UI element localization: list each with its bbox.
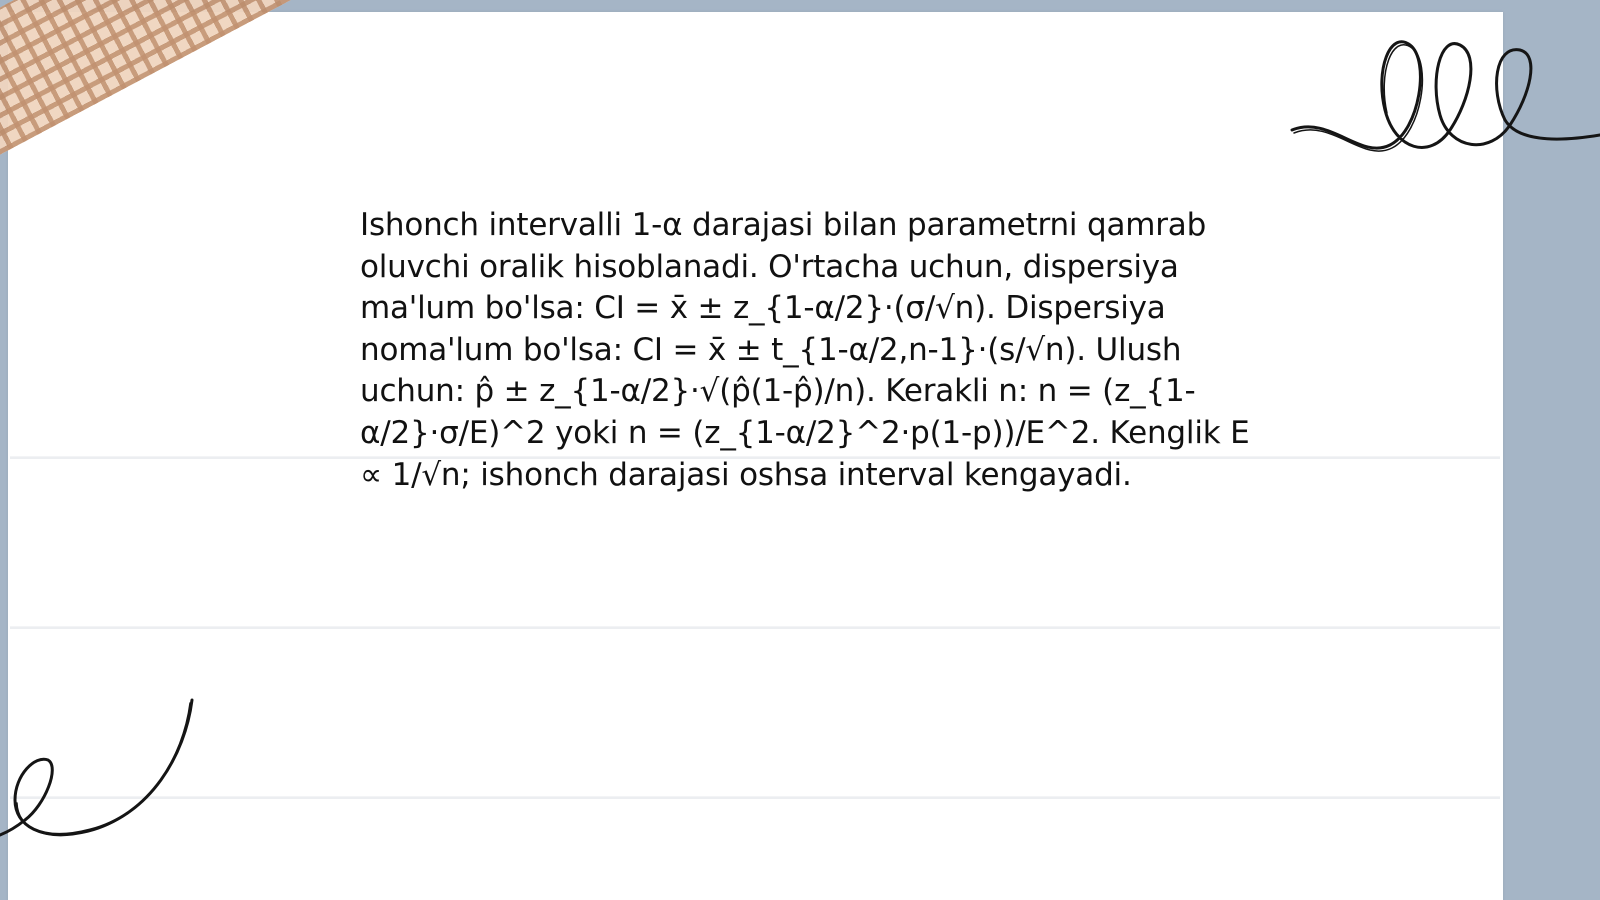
bottom-left-swirl-doodle (0, 695, 200, 855)
ruled-line (10, 796, 1500, 799)
ruled-line (10, 626, 1500, 629)
top-right-loop-doodle (1290, 30, 1600, 170)
explanation-paragraph: Ishonch intervalli 1-α darajasi bilan parametrni qamrab oluvchi oralik hisoblanadi. O'rtacha uchun, dispersiya ma'lum bo'lsa: CI = x̄ ± z_{1-α/2}·(σ/√n). Dispersiya noma'lum bo'lsa: CI = x̄ ± t_{1-α/2,n-1}·(s/√n). Ulush uchun: p̂ ± z_{1-α/2}·√(p̂(1-p̂)/n). Kerakli n: n = (z_{1-α/2}·σ/E)^2 yoki n = (z_{1-α/2}^2·p(1-p))/E^2. Kenglik E ∝ 1/√n; ishonch darajasi oshsa interval kengayadi. (360, 207, 1250, 493)
